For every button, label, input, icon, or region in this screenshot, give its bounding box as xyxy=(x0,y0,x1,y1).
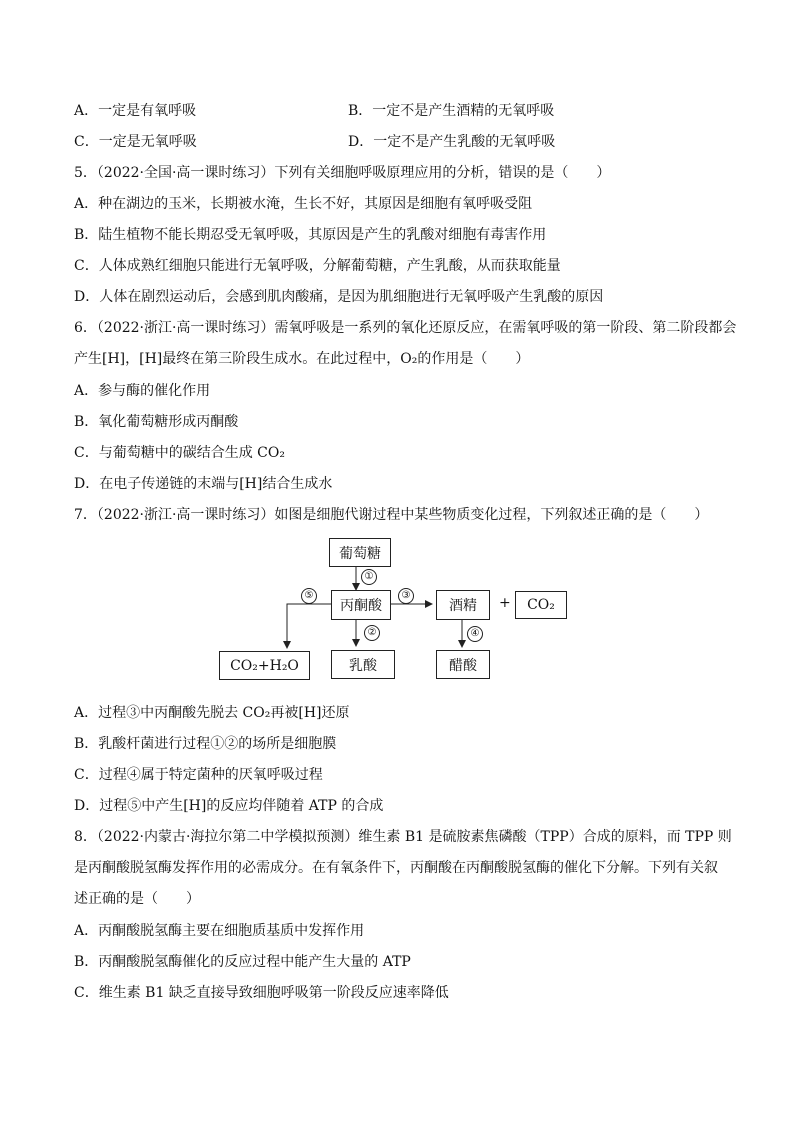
q8-stem-line2: 是丙酮酸脱氢酶发挥作用的必需成分。在有氧条件下，丙酮酸在丙酮酸脱氢酶的催化下分解。下列有关叙 xyxy=(74,860,718,876)
co2-label: CO₂ xyxy=(527,597,555,613)
q6-option-a: A．参与酶的催化作用 xyxy=(74,383,211,399)
alcohol-label: 酒精 xyxy=(449,598,477,614)
lactic-acid-box xyxy=(331,650,395,679)
glucose-box xyxy=(329,538,391,567)
q5-option-d: D．人体在剧烈运动后，会感到肌肉酸痛，是因为肌细胞进行无氧呼吸产生乳酸的原因 xyxy=(74,289,604,305)
q7-option-c: C．过程④属于特定菌种的厌氧呼吸过程 xyxy=(74,767,323,783)
metabolism-diagram xyxy=(210,533,590,683)
q7-stem: 7．（2022·浙江·高一课时练习）如图是细胞代谢过程中某些物质变化过程，下列叙述正确的是（ ） xyxy=(74,507,709,523)
q6-stem-line1: 6．（2022·浙江·高一课时练习）需氧呼吸是一系列的氧化还原反应，在需氧呼吸的第一阶段、第二阶段都会 xyxy=(74,320,737,336)
q8-stem-line1: 8．（2022·内蒙古·海拉尔第二中学模拟预测）维生素 B1 是硫胺素焦磷酸（TPP）合成的原料，而 TPP 则 xyxy=(74,829,732,845)
q8-option-a: A．丙酮酸脱氢酶主要在细胞质基质中发挥作用 xyxy=(74,923,365,939)
q4-option-b: B．一定不是产生酒精的无氧呼吸 xyxy=(348,103,555,119)
pyruvate-box xyxy=(331,590,391,620)
alcohol-box xyxy=(436,590,490,620)
acetic-acid-box xyxy=(436,650,490,679)
q7-option-d: D．过程⑤中产生[H]的反应均伴随着 ATP 的合成 xyxy=(74,798,384,814)
step-3-marker: ③ xyxy=(398,588,414,604)
step-4-marker: ④ xyxy=(467,626,483,642)
q8-stem-line3: 述正确的是（ ） xyxy=(74,891,200,907)
q6-option-c: C．与葡萄糖中的碳结合生成 CO₂ xyxy=(74,445,285,461)
step-5-marker: ⑤ xyxy=(301,588,317,604)
q4-option-c: C．一定是无氧呼吸 xyxy=(74,134,197,150)
q8-option-c: C．维生素 B1 缺乏直接导致细胞呼吸第一阶段反应速率降低 xyxy=(74,985,449,1001)
q5-option-c: C．人体成熟红细胞只能进行无氧呼吸，分解葡萄糖，产生乳酸，从而获取能量 xyxy=(74,258,561,274)
plus-sign: + xyxy=(499,595,511,611)
q5-stem: 5．（2022·全国·高一课时练习）下列有关细胞呼吸原理应用的分析，错误的是（ ） xyxy=(74,165,611,181)
step-1-marker: ① xyxy=(361,569,377,585)
q4-option-d: D．一定不是产生乳酸的无氧呼吸 xyxy=(348,134,556,150)
q7-option-a: A．过程③中丙酮酸先脱去 CO₂再被[H]还原 xyxy=(74,705,350,721)
lactic-acid-label: 乳酸 xyxy=(349,657,377,674)
co2-h2o-box xyxy=(219,651,310,680)
glucose-label: 葡萄糖 xyxy=(339,545,381,562)
pyruvate-label: 丙酮酸 xyxy=(340,598,382,614)
q6-stem-line2: 产生[H]，[H]最终在第三阶段生成水。在此过程中，O₂的作用是（ ） xyxy=(74,351,530,367)
q6-option-b: B．氧化葡萄糖形成丙酮酸 xyxy=(74,414,239,430)
co2-box xyxy=(515,591,567,619)
co2-h2o-label: CO₂+H₂O xyxy=(230,657,299,674)
q7-option-b: B．乳酸杆菌进行过程①②的场所是细胞膜 xyxy=(74,736,337,752)
q8-option-b: B．丙酮酸脱氢酶催化的反应过程中能产生大量的 ATP xyxy=(74,954,411,970)
q5-option-b: B．陆生植物不能长期忍受无氧呼吸，其原因是产生的乳酸对细胞有毒害作用 xyxy=(74,227,547,243)
acetic-acid-label: 醋酸 xyxy=(449,657,477,674)
arrow-5 xyxy=(287,604,331,648)
q6-option-d: D．在电子传递链的末端与[H]结合生成水 xyxy=(74,476,333,492)
step-2-marker: ② xyxy=(364,625,380,641)
q5-option-a: A．种在湖边的玉米，长期被水淹，生长不好，其原因是细胞有氧呼吸受阻 xyxy=(74,196,533,212)
q4-option-a: A．一定是有氧呼吸 xyxy=(74,103,197,119)
